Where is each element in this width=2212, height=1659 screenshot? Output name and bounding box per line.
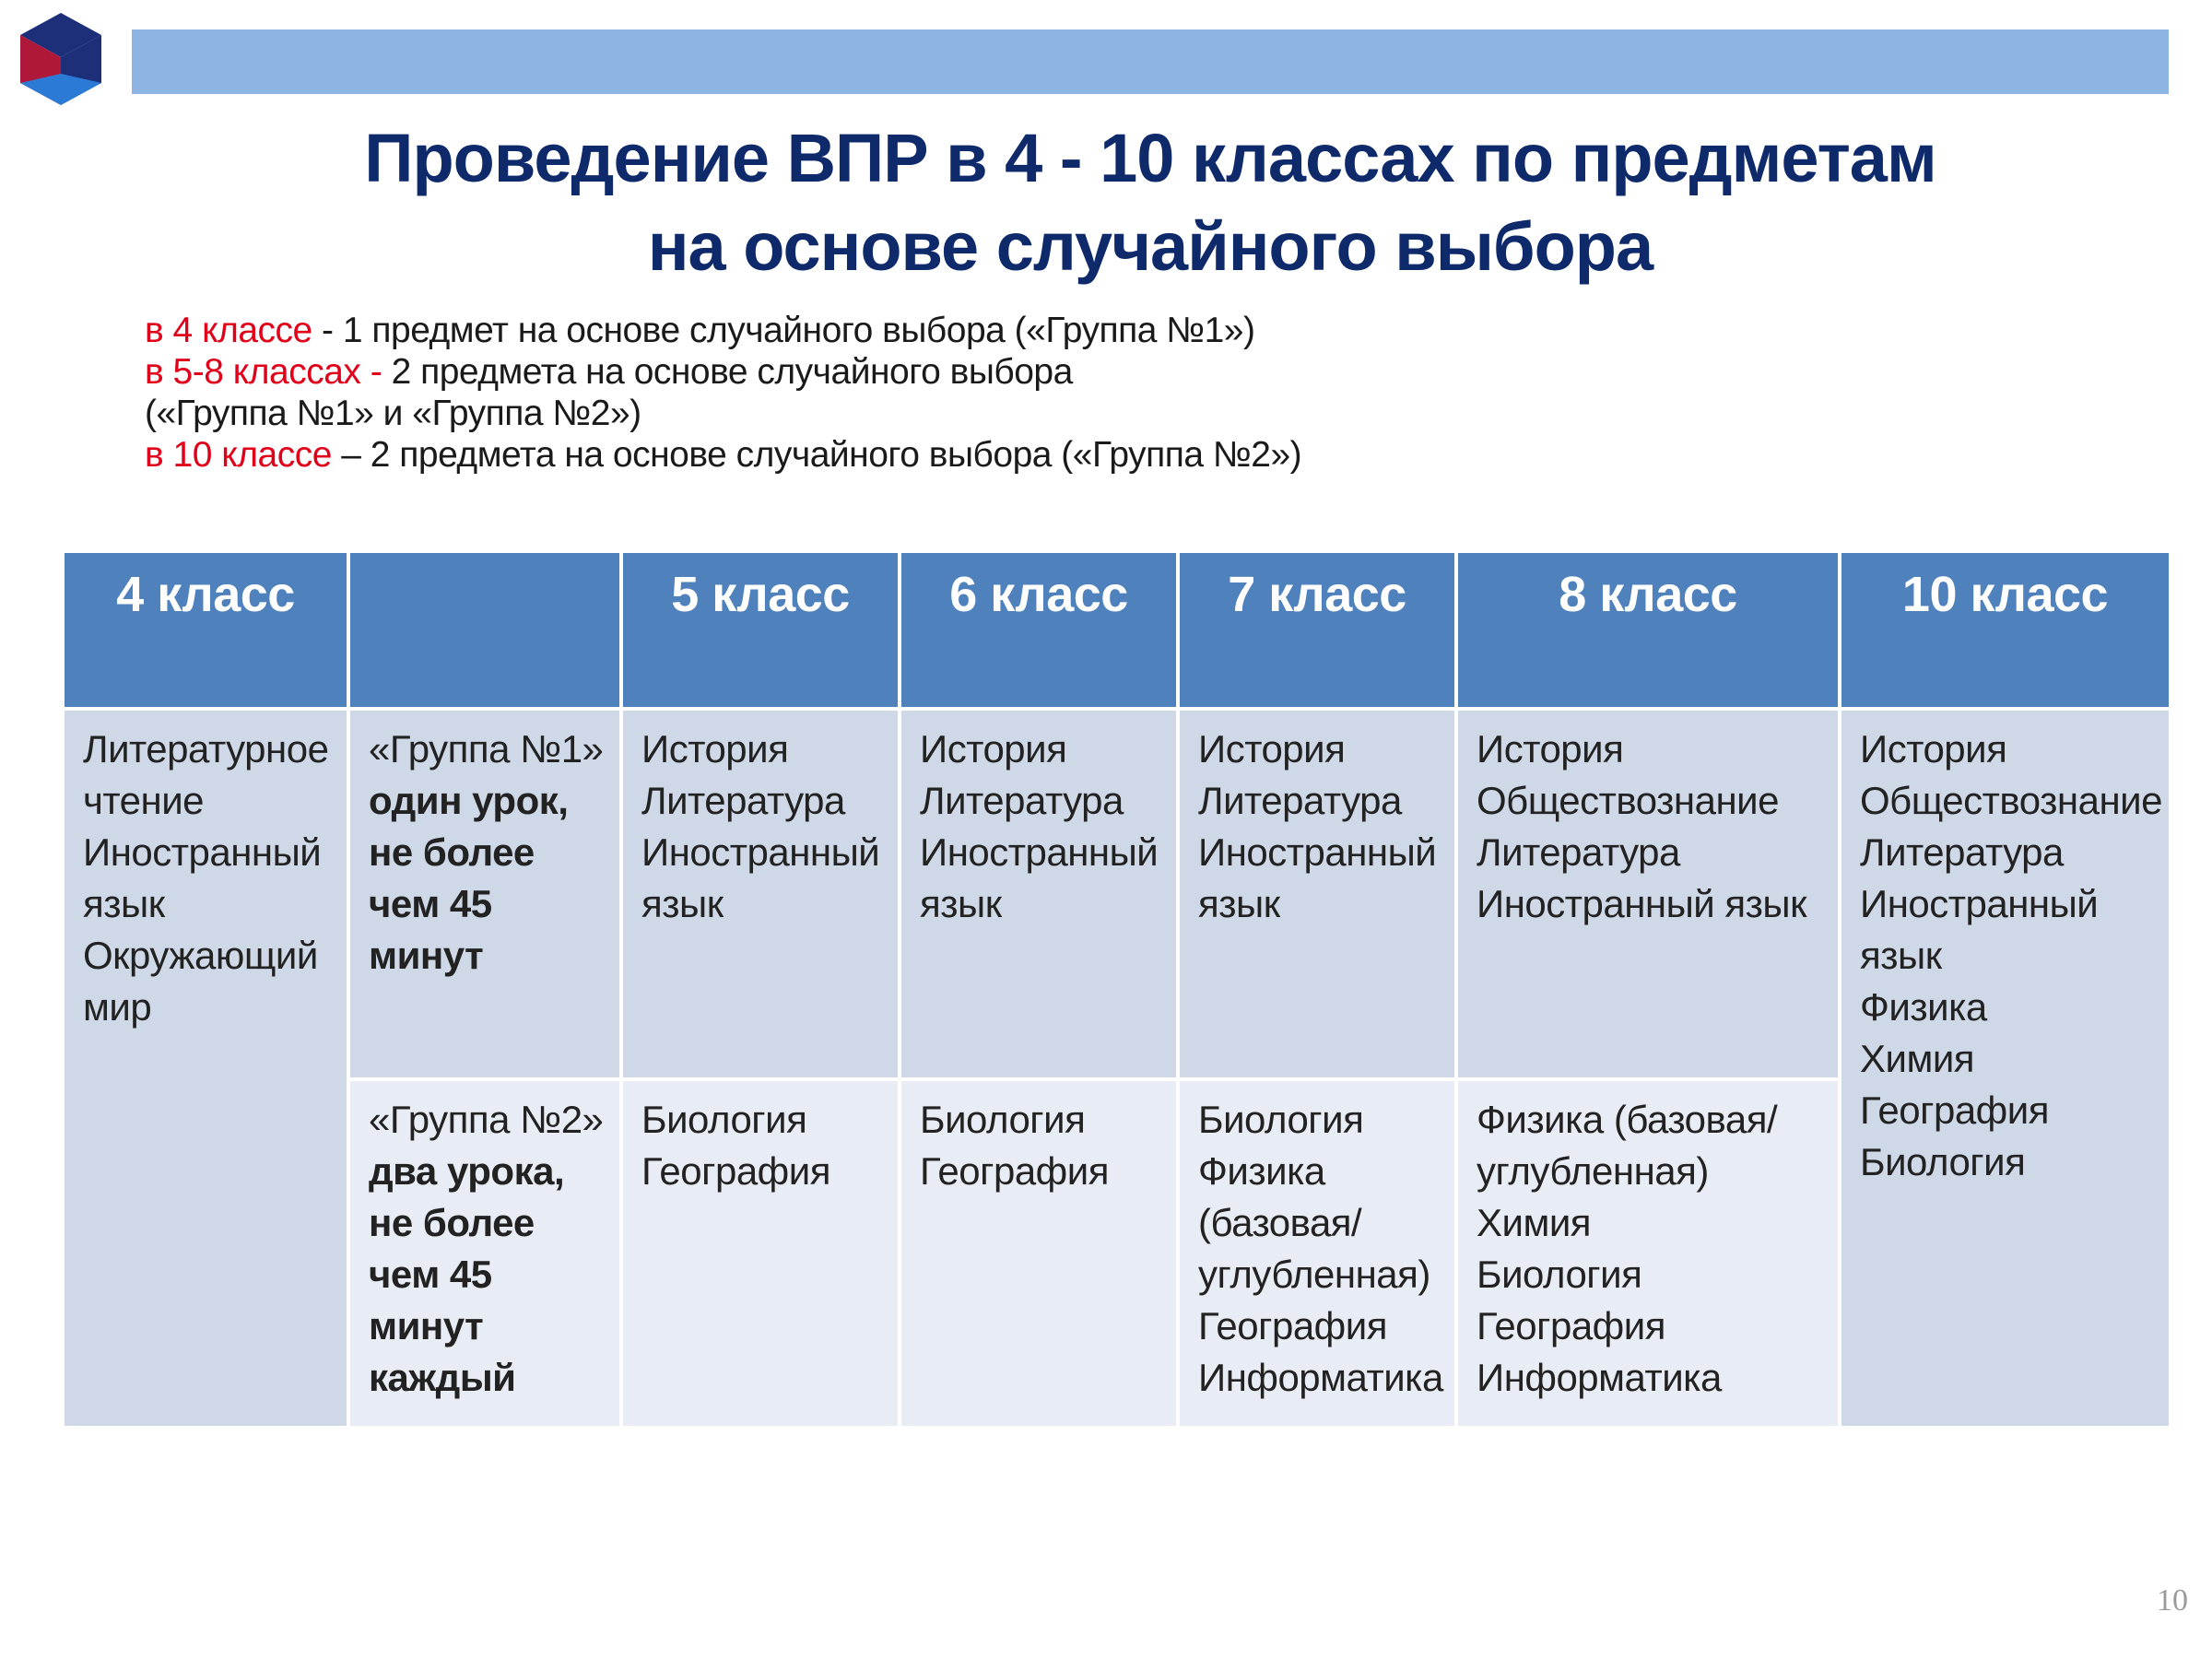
table-row-group-1 bbox=[63, 709, 2171, 1079]
cell-grade-4-subjects bbox=[63, 709, 348, 1428]
list-item: Литература bbox=[920, 779, 1124, 822]
list-item: Физика bbox=[1860, 985, 1987, 1029]
list-item: География bbox=[1477, 1304, 1665, 1347]
list-item: История bbox=[1860, 727, 2007, 771]
intro-text bbox=[145, 310, 1301, 476]
list-item: Окружающий bbox=[83, 934, 318, 977]
list-item: Информатика bbox=[1477, 1356, 1722, 1399]
list-item: Физика bbox=[1198, 1149, 1325, 1193]
intro-line-1 bbox=[145, 310, 1301, 351]
list-item: каждый bbox=[369, 1356, 516, 1399]
intro-line-2 bbox=[145, 351, 1301, 393]
page-number: 10 bbox=[2157, 1583, 2188, 1618]
cell-grade-5-group-2 bbox=[621, 1079, 900, 1428]
list-item: (базовая/ bbox=[1198, 1201, 1362, 1244]
list-item: Биология bbox=[1198, 1098, 1364, 1141]
cell-grade-6-group-1 bbox=[900, 709, 1178, 1079]
top-banner-bar bbox=[132, 29, 2169, 94]
list-item: Биология bbox=[641, 1098, 807, 1141]
table-header-row bbox=[63, 551, 2171, 709]
header-cell-grade-6: 6 класс bbox=[900, 551, 1178, 709]
list-item: Биология bbox=[1477, 1253, 1642, 1296]
intro-line-4-highlight: в 10 классе bbox=[145, 435, 332, 475]
list-item: Литература bbox=[641, 779, 845, 822]
intro-line-2-highlight: в 5-8 классах - bbox=[145, 352, 392, 392]
group-2-description bbox=[369, 1146, 610, 1404]
list-item: Иностранный язык bbox=[1477, 882, 1806, 925]
list-item: язык bbox=[83, 882, 165, 925]
intro-line-1-text: - 1 предмет на основе случайного выбора («Группа №1») bbox=[312, 311, 1255, 350]
list-item: Биология bbox=[1860, 1140, 2026, 1183]
list-item: чем 45 bbox=[369, 882, 492, 925]
title-line-2: на основе случайного выбора bbox=[647, 208, 1653, 285]
intro-line-2-text: 2 предмета на основе случайного выбора bbox=[391, 352, 1073, 392]
list-item: мир bbox=[83, 985, 152, 1029]
list-item: два урока, bbox=[369, 1149, 565, 1193]
subjects-table bbox=[61, 549, 2172, 1430]
list-item: Литературное bbox=[83, 727, 329, 771]
list-item: Информатика bbox=[1198, 1356, 1443, 1399]
list-item: минут bbox=[369, 934, 484, 977]
list-item: История bbox=[1198, 727, 1346, 771]
list-item: язык bbox=[920, 882, 1002, 925]
list-item: углубленная) bbox=[1198, 1253, 1430, 1296]
list-item: язык bbox=[641, 882, 724, 925]
list-item: Литература bbox=[1198, 779, 1402, 822]
header-cell-groups bbox=[348, 551, 621, 709]
list-item: География bbox=[1860, 1088, 2049, 1132]
intro-line-4-text: – 2 предмета на основе случайного выбора («Группа №2») bbox=[331, 435, 1302, 475]
cell-grade-8-group-1 bbox=[1456, 709, 1840, 1079]
list-item: Иностранный bbox=[920, 830, 1159, 874]
cell-grade-7-group-2 bbox=[1178, 1079, 1456, 1428]
page-title bbox=[132, 114, 2169, 291]
intro-line-3: («Группа №1» и «Группа №2») bbox=[145, 394, 641, 433]
list-item: Иностранный bbox=[641, 830, 880, 874]
list-item: Химия bbox=[1477, 1201, 1592, 1244]
list-item: История bbox=[1477, 727, 1624, 771]
group-1-description bbox=[369, 775, 610, 982]
list-item: язык bbox=[1198, 882, 1280, 925]
list-item: Физика (базовая/ bbox=[1477, 1098, 1778, 1141]
list-item: Иностранный bbox=[1198, 830, 1437, 874]
list-item: История bbox=[920, 727, 1067, 771]
intro-line-4 bbox=[145, 434, 1301, 476]
title-line-1: Проведение ВПР в 4 - 10 классах по предметам bbox=[364, 120, 1936, 196]
list-item: не более bbox=[369, 1201, 535, 1244]
cell-grade-5-group-1 bbox=[621, 709, 900, 1079]
group-2-name: «Группа №2» bbox=[369, 1098, 604, 1141]
list-item: География bbox=[641, 1149, 830, 1193]
list-item: Биология bbox=[920, 1098, 1086, 1141]
list-item: Иностранный bbox=[83, 830, 322, 874]
cell-grade-8-group-2 bbox=[1456, 1079, 1840, 1428]
header-cell-grade-10: 10 класс bbox=[1840, 551, 2171, 709]
header-cell-grade-5: 5 класс bbox=[621, 551, 900, 709]
list-item: углубленная) bbox=[1477, 1149, 1709, 1193]
cell-grade-6-group-2 bbox=[900, 1079, 1178, 1428]
list-item: Литература bbox=[1860, 830, 2064, 874]
list-item: минут bbox=[369, 1304, 484, 1347]
list-item: Химия bbox=[1860, 1037, 1975, 1080]
list-item: один урок, bbox=[369, 779, 569, 822]
cube-logo-icon bbox=[15, 9, 107, 111]
header-cell-grade-4: 4 класс bbox=[63, 551, 348, 709]
list-item: Иностранный bbox=[1860, 882, 2099, 925]
list-item: География bbox=[920, 1149, 1109, 1193]
list-item: География bbox=[1198, 1304, 1387, 1347]
list-item: Литература bbox=[1477, 830, 1680, 874]
header-cell-grade-8: 8 класс bbox=[1456, 551, 1840, 709]
cell-grade-10-subjects bbox=[1840, 709, 2171, 1428]
list-item: чтение bbox=[83, 779, 205, 822]
cell-grade-7-group-1 bbox=[1178, 709, 1456, 1079]
list-item: Обществознание bbox=[1477, 779, 1779, 822]
list-item: язык bbox=[1860, 934, 1942, 977]
cell-group-2-label bbox=[348, 1079, 621, 1428]
cell-group-1-label bbox=[348, 709, 621, 1079]
list-item: не более bbox=[369, 830, 535, 874]
list-item: История bbox=[641, 727, 789, 771]
intro-line-1-highlight: в 4 классе bbox=[145, 311, 312, 350]
list-item: Обществознание bbox=[1860, 779, 2162, 822]
header-cell-grade-7: 7 класс bbox=[1178, 551, 1456, 709]
group-1-name: «Группа №1» bbox=[369, 727, 604, 771]
list-item: чем 45 bbox=[369, 1253, 492, 1296]
